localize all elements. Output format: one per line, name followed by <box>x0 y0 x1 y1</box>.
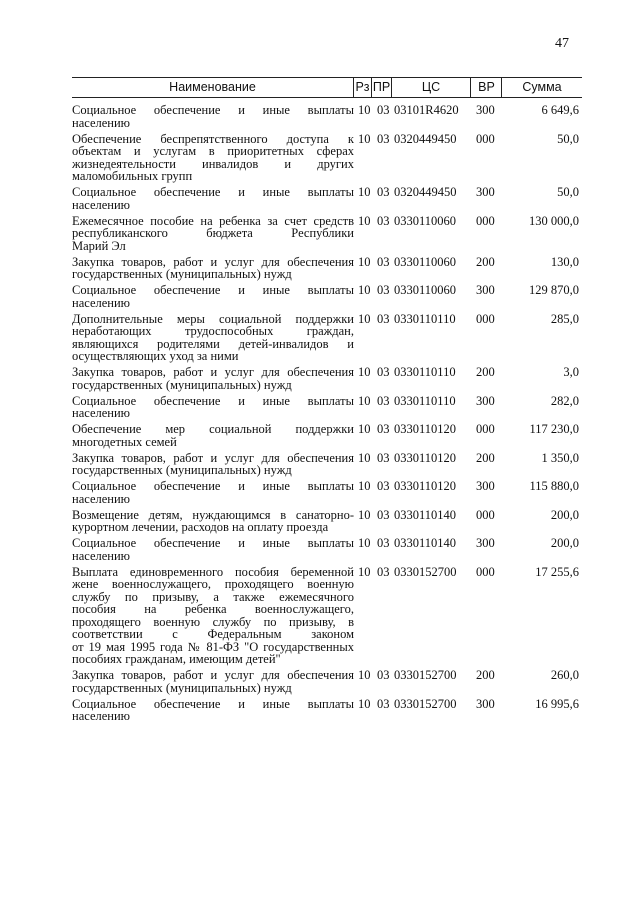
row-cs: 0330110140 <box>394 536 457 550</box>
row-rz: 10 <box>358 365 371 379</box>
row-name-line: Закупка товаров, работ и услуг для обеспечения <box>72 365 354 379</box>
table-row <box>72 366 582 391</box>
row-cs: 0330110140 <box>394 507 457 522</box>
row-cs: 0330110120 <box>394 422 457 436</box>
column-header-name: Наименование <box>169 80 256 94</box>
row-name <box>72 284 354 309</box>
row-name-line: Социальное обеспечение и иные выплаты <box>72 103 354 117</box>
row-name <box>72 104 354 129</box>
row-pr: 03 <box>377 311 390 326</box>
table-row <box>72 698 582 723</box>
row-sum: 130,0 <box>550 254 579 269</box>
row-cs: 0320449450 <box>394 131 457 146</box>
row-vr: 300 <box>476 103 495 117</box>
row-pr: 03 <box>377 422 390 436</box>
row-pr: 03 <box>377 131 390 146</box>
row-sum: 130 000,0 <box>529 213 579 228</box>
row-name-line: Социальное обеспечение и иные выплаты <box>72 479 354 493</box>
column-header-rz: Рз <box>355 80 370 94</box>
table-row <box>72 566 582 666</box>
row-name-line: населению <box>72 295 130 310</box>
row-pr: 03 <box>377 254 390 269</box>
row-name-line: Ежемесячное пособие на ребенка за счет средств <box>72 213 354 228</box>
table-row <box>72 395 582 420</box>
row-name-line: Социальное обеспечение и иные выплаты <box>72 696 354 711</box>
page-number: 47 <box>555 36 569 51</box>
row-cs: 0330110060 <box>394 213 457 228</box>
row-sum: 200,0 <box>550 507 579 522</box>
row-name-line: соответствии с Федеральным законом <box>72 627 354 641</box>
table-row <box>72 452 582 477</box>
row-sum: 129 870,0 <box>529 283 579 297</box>
row-vr: 300 <box>476 479 495 493</box>
row-name <box>72 313 354 363</box>
row-vr: 000 <box>476 507 495 522</box>
row-name-line: Обеспечение мер социальной поддержки <box>72 422 354 436</box>
row-rz: 10 <box>358 131 371 146</box>
row-name-line: жизнедеятельности инвалидов и других <box>72 156 354 171</box>
row-name <box>72 480 354 505</box>
row-name-line: Закупка товаров, работ и услуг для обеспечения <box>72 450 354 465</box>
row-name <box>72 509 354 534</box>
table-row <box>72 313 582 363</box>
column-header-vr: ВР <box>478 80 495 94</box>
row-name-line: республиканского бюджета Республики <box>72 226 354 240</box>
table-row <box>72 423 582 448</box>
row-cs: 0330152700 <box>394 668 457 682</box>
row-pr: 03 <box>377 185 390 199</box>
row-vr: 000 <box>476 311 495 326</box>
row-pr: 03 <box>377 696 390 711</box>
row-vr: 000 <box>476 564 495 579</box>
row-rz: 10 <box>358 103 371 117</box>
row-rz: 10 <box>358 311 371 326</box>
row-vr: 300 <box>476 536 495 550</box>
row-vr: 300 <box>476 696 495 711</box>
table-row <box>72 256 582 281</box>
row-pr: 03 <box>377 479 390 493</box>
row-vr: 200 <box>476 365 495 379</box>
row-name-line: населению <box>72 115 130 130</box>
row-rz: 10 <box>358 536 371 550</box>
row-name <box>72 256 354 281</box>
row-sum: 285,0 <box>550 311 579 326</box>
table-row <box>72 284 582 309</box>
column-divider <box>470 78 471 97</box>
row-cs: 0320449450 <box>394 185 457 199</box>
row-name-line: государственных (муниципальных) нужд <box>72 267 292 281</box>
row-name-line: государственных (муниципальных) нужд <box>72 377 292 392</box>
table-header <box>72 77 582 98</box>
row-name-line: Закупка товаров, работ и услуг для обеспечения <box>72 668 354 682</box>
row-vr: 300 <box>476 283 495 297</box>
table-row <box>72 509 582 534</box>
row-rz: 10 <box>358 450 371 465</box>
row-name-line: объектам и услугам в приоритетных сферах <box>72 144 354 158</box>
row-name-line: являющихся родителями детей-инвалидов и <box>72 336 354 351</box>
row-rz: 10 <box>358 213 371 228</box>
row-name-line: курортном лечении, расходов на оплату проезда <box>72 520 329 534</box>
row-name-line: пособия на ребенка военнослужащего, <box>72 602 354 616</box>
row-cs: 0330110120 <box>394 479 457 493</box>
row-name-line: осуществляющих уход за ними <box>72 349 239 363</box>
row-pr: 03 <box>377 103 390 117</box>
table-row <box>72 215 582 253</box>
table-row <box>72 480 582 505</box>
row-cs: 0330110120 <box>394 450 457 465</box>
row-name <box>72 395 354 420</box>
row-name-line: жене военнослужащего, проходящего военную <box>72 577 354 591</box>
row-name-line: неработающих трудоспособных граждан, <box>72 324 354 338</box>
row-name-line: государственных (муниципальных) нужд <box>72 463 292 477</box>
row-name-line: населению <box>72 548 130 563</box>
row-cs: 0330110060 <box>394 254 457 269</box>
row-sum: 200,0 <box>550 536 579 550</box>
row-rz: 10 <box>358 283 371 297</box>
budget-table-body <box>72 104 582 726</box>
row-name-line: Обеспечение беспрепятственного доступа к <box>72 131 354 146</box>
row-name-line: Социальное обеспечение и иные выплаты <box>72 185 354 199</box>
row-name <box>72 186 354 211</box>
row-sum: 117 230,0 <box>529 422 579 436</box>
row-name-line: населению <box>72 197 130 212</box>
row-cs: 03101R4620 <box>394 103 459 117</box>
row-vr: 200 <box>476 668 495 682</box>
row-vr: 000 <box>476 131 495 146</box>
row-name <box>72 669 354 694</box>
row-cs: 0330110110 <box>394 393 456 408</box>
row-rz: 10 <box>358 393 371 408</box>
table-row <box>72 186 582 211</box>
row-pr: 03 <box>377 365 390 379</box>
row-sum: 282,0 <box>550 393 579 408</box>
column-header-pr: ПР <box>372 80 391 94</box>
row-sum: 6 649,6 <box>541 103 579 117</box>
row-cs: 0330110110 <box>394 365 456 379</box>
row-sum: 17 255,6 <box>535 564 579 579</box>
row-name <box>72 698 354 723</box>
row-rz: 10 <box>358 668 371 682</box>
row-name-line: Социальное обеспечение и иные выплаты <box>72 536 354 550</box>
row-pr: 03 <box>377 450 390 465</box>
table-row <box>72 104 582 129</box>
row-vr: 200 <box>476 254 495 269</box>
row-sum: 50,0 <box>557 185 579 199</box>
row-name-line: службу по призыву, а также ежемесячного <box>72 589 354 604</box>
column-header-sum: Сумма <box>522 80 562 94</box>
row-pr: 03 <box>377 536 390 550</box>
row-cs: 0330152700 <box>394 696 457 711</box>
row-sum: 16 995,6 <box>535 696 579 711</box>
row-pr: 03 <box>377 283 390 297</box>
row-pr: 03 <box>377 668 390 682</box>
row-cs: 0330110110 <box>394 311 456 326</box>
row-pr: 03 <box>377 507 390 522</box>
row-vr: 200 <box>476 450 495 465</box>
table-row <box>72 133 582 183</box>
row-rz: 10 <box>358 185 371 199</box>
row-cs: 0330152700 <box>394 564 457 579</box>
table-row <box>72 669 582 694</box>
row-name <box>72 537 354 562</box>
row-rz: 10 <box>358 507 371 522</box>
row-sum: 50,0 <box>557 131 579 146</box>
row-name-line: государственных (муниципальных) нужд <box>72 680 292 695</box>
row-cs: 0330110060 <box>394 283 457 297</box>
row-name-line: проходящего военную службу по призыву, в <box>72 614 354 629</box>
row-vr: 000 <box>476 422 495 436</box>
row-name-line: пособиях гражданам, имеющим детей" <box>72 652 281 666</box>
row-name-line: населению <box>72 406 130 420</box>
row-name-line: Социальное обеспечение и иные выплаты <box>72 283 354 297</box>
row-vr: 000 <box>476 213 495 228</box>
row-name <box>72 366 354 391</box>
row-name <box>72 423 354 448</box>
row-name <box>72 452 354 477</box>
row-sum: 3,0 <box>563 365 579 379</box>
row-name-line: Марий Эл <box>72 238 126 253</box>
row-name-line: Закупка товаров, работ и услуг для обеспечения <box>72 254 354 269</box>
row-sum: 260,0 <box>550 668 579 682</box>
row-sum: 1 350,0 <box>541 450 579 465</box>
row-rz: 10 <box>358 696 371 711</box>
row-vr: 300 <box>476 185 495 199</box>
table-row <box>72 537 582 562</box>
row-pr: 03 <box>377 213 390 228</box>
row-name-line: от 19 мая 1995 года № 81-ФЗ "О государственных <box>72 639 354 654</box>
row-name <box>72 566 354 666</box>
row-name-line: многодетных семей <box>72 434 177 449</box>
row-name-line: Выплата единовременного пособия беременной <box>72 564 354 579</box>
row-rz: 10 <box>358 564 371 579</box>
row-rz: 10 <box>358 479 371 493</box>
row-name <box>72 215 354 253</box>
row-rz: 10 <box>358 422 371 436</box>
row-vr: 300 <box>476 393 495 408</box>
row-name-line: населению <box>72 709 130 723</box>
row-pr: 03 <box>377 393 390 408</box>
row-pr: 03 <box>377 564 390 579</box>
row-sum: 115 880,0 <box>529 479 579 493</box>
row-name-line: населению <box>72 491 130 506</box>
row-name <box>72 133 354 183</box>
column-header-cs: ЦС <box>421 80 441 94</box>
row-name-line: Возмещение детям, нуждающимся в санаторно- <box>72 507 354 522</box>
row-rz: 10 <box>358 254 371 269</box>
row-name-line: Социальное обеспечение и иные выплаты <box>72 393 354 408</box>
row-name-line: Дополнительные меры социальной поддержки <box>72 311 354 326</box>
row-name-line: маломобильных групп <box>72 169 193 183</box>
